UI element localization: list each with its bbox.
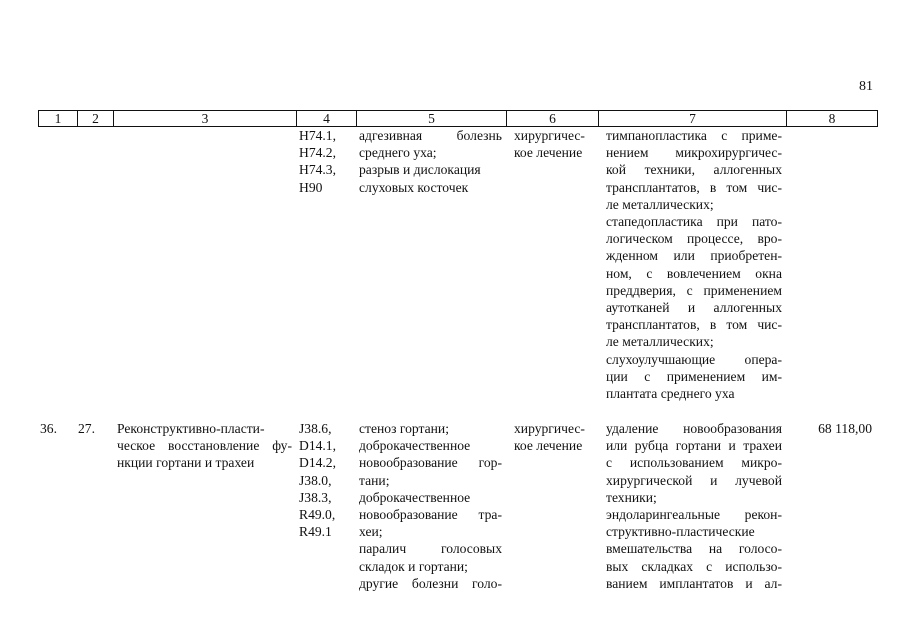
row1-diseases: адгезивная болезнь среднего уха; разрыв и дислокация слуховых косточек <box>359 128 502 195</box>
row2-codes: J38.6, D14.1, D14.2, J38.0, J38.3, R49.0, R49.1 <box>299 421 337 540</box>
row2-methods: удаление новообразования или рубца гортани и трахеи с использованием микро- хирургической и лучевой техники; эндоларингеальные рекон- структивно-пластические вмешательства на голосо- вых складках с использо- ванием имплантатов и ал- <box>606 421 782 591</box>
row2-number: 36. <box>40 421 57 436</box>
column-header-3: 3 <box>114 111 297 127</box>
row2-cost: 68 118,00 <box>818 421 872 436</box>
column-header-8: 8 <box>787 111 878 127</box>
column-header-1: 1 <box>39 111 78 127</box>
row2-group-number: 27. <box>78 421 95 436</box>
column-header-4: 4 <box>297 111 357 127</box>
column-header-2: 2 <box>78 111 114 127</box>
row1-methods: тимпанопластика с приме- нением микрохирургичес- кой техники, аллогенных трансплантатов, в том чис- ле металлических; стапедопластика при пато- логическом процессе, вро- жденном или приобретен- ном, с вовлечением окна преддверия, с применением аутотканей и аллогенных трансплантатов, в том чис- ле металлических; слухоулучшающие опера- ции с применением им- плантата среднего уха <box>606 128 782 402</box>
column-header-6: 6 <box>507 111 599 127</box>
row1-treatment: хирургичес- кое лечение <box>514 128 585 161</box>
row2-treatment: хирургичес- кое лечение <box>514 421 585 454</box>
row1-codes: H74.1, H74.2, H74.3, H90 <box>299 128 337 195</box>
row2-name: Реконструктивно-пласти- ческое восстановление фу- нкции гортани и трахеи <box>117 421 292 471</box>
page-number: 81 <box>859 79 873 94</box>
column-header-7: 7 <box>599 111 787 127</box>
row2-diseases: стеноз гортани; доброкачественное новообразование гор- тани; доброкачественное новообразование тра- хеи; паралич голосовых складок и гортани; другие болезни голо- <box>359 421 502 591</box>
column-header-5: 5 <box>357 111 507 127</box>
column-header-row <box>38 110 878 127</box>
